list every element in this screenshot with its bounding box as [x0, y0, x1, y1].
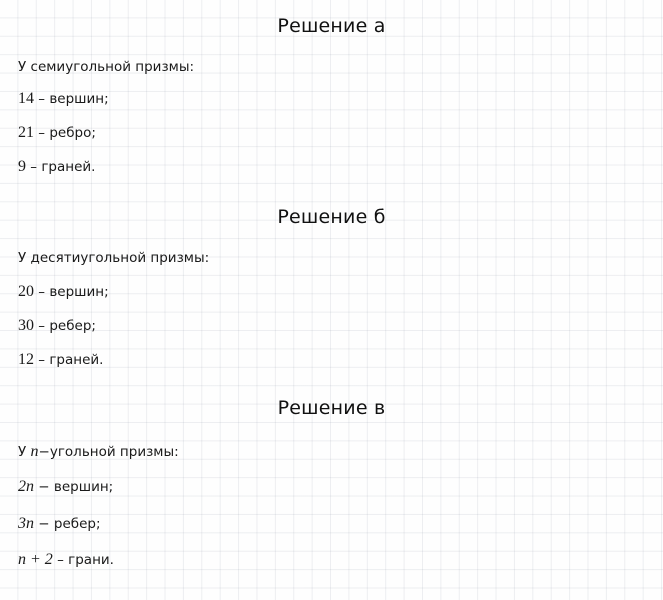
section-a-line-3-value: 9	[18, 158, 26, 175]
section-heading-a: Решение а	[277, 15, 386, 37]
section-a-line-1-text: – вершин;	[38, 91, 109, 107]
section-a-line-3	[18, 158, 95, 176]
section-a-line-2-text: – ребро;	[38, 125, 96, 141]
section-v-intro-variable: n	[30, 443, 39, 460]
section-v-line-1	[18, 478, 113, 496]
section-a-line-3-text: – граней.	[30, 159, 96, 175]
section-heading-b: Решение б	[277, 206, 386, 228]
section-v-intro	[18, 443, 179, 461]
section-v-line-2-text: − ребер;	[38, 516, 101, 532]
section-v-line-1-text: − вершин;	[38, 479, 114, 495]
section-a-line-2-value: 21	[18, 124, 34, 141]
section-v-line-3	[18, 551, 114, 569]
section-heading-v: Решение в	[277, 397, 386, 419]
section-b-line-2	[18, 317, 96, 335]
section-v-line-3-value: n + 2	[18, 551, 53, 568]
section-b-line-3-text: – граней.	[38, 352, 104, 368]
section-v-line-3-text: – грани.	[57, 552, 114, 568]
section-b-line-2-text: – ребер;	[38, 318, 96, 334]
section-b-intro: У десятиугольной призмы:	[18, 250, 210, 266]
section-v-line-1-value: 2n	[18, 478, 34, 495]
section-b-line-1-value: 20	[18, 283, 34, 300]
section-a-line-2	[18, 124, 96, 142]
section-v-intro-prefix: У	[18, 444, 31, 460]
section-a-intro: У семиугольной призмы:	[18, 59, 195, 75]
section-v-line-2-value: 3n	[18, 515, 34, 532]
section-b-line-3	[18, 351, 103, 369]
section-a-line-1	[18, 90, 109, 108]
section-b-line-1	[18, 283, 109, 301]
section-a-line-1-value: 14	[18, 90, 34, 107]
section-b-line-2-value: 30	[18, 317, 34, 334]
section-v-intro-suffix: −угольной призмы:	[38, 444, 179, 460]
section-v-line-2	[18, 515, 101, 533]
section-b-line-1-text: – вершин;	[38, 284, 109, 300]
section-b-line-3-value: 12	[18, 351, 34, 368]
